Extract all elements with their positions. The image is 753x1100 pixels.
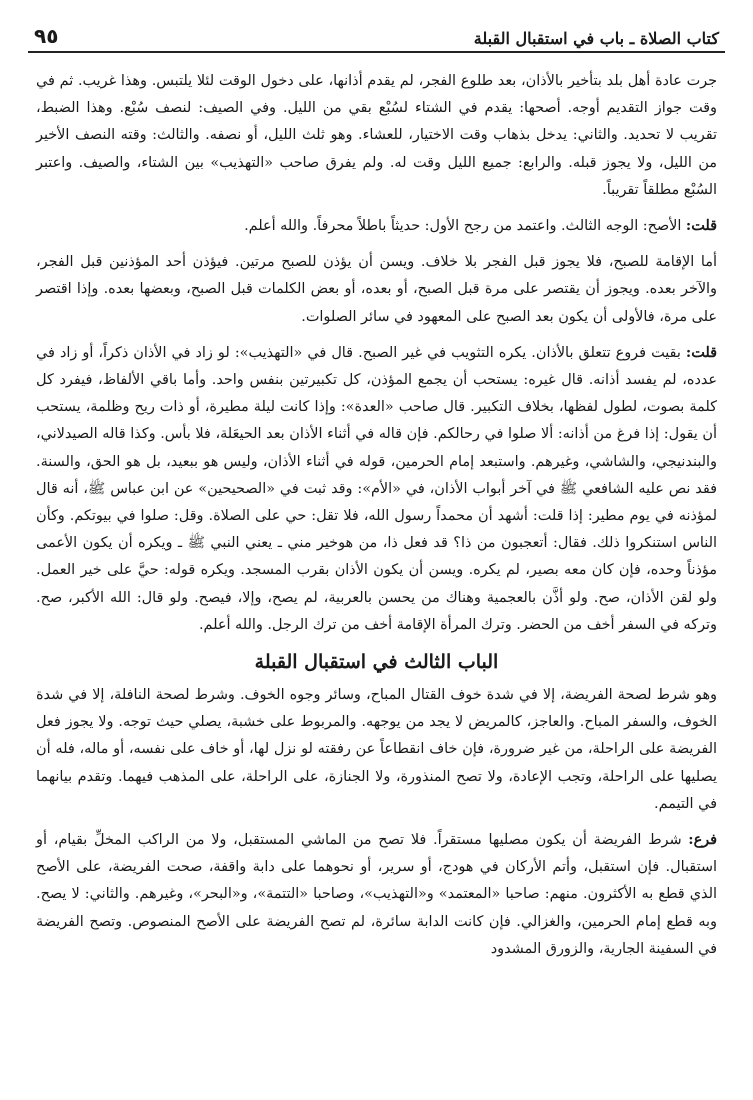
paragraph (36, 826, 717, 963)
paragraph-lead: قلت: (685, 217, 717, 235)
page-number: ٩٥ (34, 24, 59, 48)
running-header (28, 18, 725, 53)
paragraph-text: بقيت فروع تتعلق بالأذان. يكره التثويب في غير الصبح. قال في «التهذيب»: لو زاد في الأذان ذكراً، أو زاد في عدده، لم يفسد أذانه. قال غيره: يستحب أن يجمع المؤذن، كل تكبيرتين بنفس واحد. وأما باقي الألفاظ، فيفرد كل كلمة بصوت، لطول لفظها، بخلاف التكبير. قال صاحب «العدة»: وإذا كانت ليلة مطيرة، أو ذات ريح وظلمة، يستحب أن يقول: إذا فرغ من أذانه: ألا صلوا في رحالكم. فإن قاله في أثناء الأذان بعد الحيعَلة، فلا بأس. وكذا قاله الصيدلاني، والبندنيجي، والشاشي، وغيرهم. واستبعد إمام الحرمين، قوله في أثناء الأذان، وليس هو ببعيد، بل هو الحق، والسنة. فقد نص عليه الشافعي ﷺ في آخر أبواب الأذان، في «الأم»: وقد ثبت في «الصحيحين» عن ابن عباس ﷺ، أنه قال لمؤذنه في يوم مطير: إذا قلت: أشهد أن محمداً رسول الله، فلا تقل: حي على الصلاة. وقل: صلوا في بيوتكم. وكأن الناس استنكروا ذلك. فقال: أتعجبون من ذا؟ قد فعل ذا، من هوخير مني ـ يعني النبي ﷺ ـ ويكره أن يكون الأعمى مؤذناً وحده، فإن كان معه بصير، لم يكره. ويسن أن يكون الأذان بقرب المسجد. ويكره قوله: حيَّ على خير العمل. ولو لقن الأذان، صح. ولو أذَّن بالعجمية وهناك من يحسن بالعربية، لم يصح، وإلا، فيصح. ولو قال: الله الأكبر، صح. وتركه في السفر أخف من الحضر. وترك المرأة الإقامة أخف من ترك الرجل. والله أعلم. (36, 344, 717, 633)
paragraph (36, 248, 717, 331)
paragraph (36, 212, 717, 240)
paragraph-text: أما الإقامة للصبح، فلا يجوز قبل الفجر بلا خلاف. ويسن أن يؤذن للصبح مرتين. فيؤذن أحد المؤذنين قبل الفجر، والآخر بعده. ويجوز أن يقتصر على مرة قبل الصبح، أو بعده، أو بعض الكلمات قبل الصبح، وبعضها بعده. وإذا اقتصر على مرة، فالأولى أن يكون بعد الصبح على المعهود في سائر الصلوات. (36, 254, 717, 325)
paragraph-text: وهو شرط لصحة الفريضة، إلا في شدة خوف القتال المباح، وسائر وجوه الخوف. وشرط لصحة النافلة، إلا في شدة الخوف، والسفر المباح. والعاجز، كالمريض لا يجد من يوجهه. والمربوط على خشبة، يصلي حيث توجه. ولا يجوز فعل الفريضة على الراحلة، من غير ضرورة، فإن خاف انقطاعاً عن رفقته لو نزل لها، أو خاف على نفسه، أو ماله، فله أن يصليها على الراحلة، وتجب الإعادة، ولا تصح المنذورة، ولا الجنازة، على الراحلة، على المذهب فيهما. وتقدم بيانهما في التيمم. (36, 687, 717, 812)
paragraph (36, 339, 717, 639)
page-body (28, 53, 725, 963)
running-title: كتاب الصلاة ـ باب في استقبال القبلة (473, 29, 719, 48)
page (28, 18, 725, 1092)
paragraph (36, 67, 717, 204)
paragraph-text: الأصح: الوجه الثالث. واعتمد من رجح الأول: حديثاً باطلاً محرفاً. والله أعلم. (244, 218, 686, 235)
paragraph-text: شرط الفريضة أن يكون مصليها مستقراً. فلا تصح من الماشي المستقبل، ولا من الراكب المخلِّ بقيام، أو استقبال. فإن استقبل، وأتم الأركان في هودج، أو سرير، أو نحوهما على دابة واقفة، صحت الفريضة، على الأصح الذي قطع به الأكثرون. منهم: صاحبا «المعتمد» و«التهذيب»، وصاحبا «التتمة»، و«البحر»، وغيرهم. والثاني: لا يصح. وبه قطع إمام الحرمين، والغزالي. فإن كانت الدابة سائرة، لم تصح الفريضة على الأصح المنصوص. وتصح الفريضة في السفينة الجارية، والزورق المشدود (36, 832, 717, 957)
chapter-title: الباب الثالث في استقبال القبلة (254, 651, 499, 674)
paragraph (36, 681, 717, 818)
paragraph-lead: قلت: (685, 343, 717, 361)
paragraph-lead: فرع: (688, 831, 717, 849)
paragraph-text: جرت عادة أهل بلد بتأخير بالأذان، بعد طلوع الفجر، لم يقدم أذانها، على دخول الوقت لئلا يلتبس. وهذا غريب. ثم في وقت جواز التقديم أوجه. أصحها: يقدم في الشتاء لسُبْع بقي من الليل. وفي الصيف: لنصف سُبْع. وهذا الضبط، تقريب لا تحديد. والثاني: يدخل بذهاب وقت الاختيار، للعشاء. وهو ثلث الليل، أو نصفه. والثالث: وقته النصف الأخير من الليل، ولا يجوز قبله. والرابع: جميع الليل وقت له. ولم يفرق صاحب «التهذيب» بين الشتاء، والصيف. واعتبر السُبْع مطلقاً تقريباً. (36, 73, 717, 198)
